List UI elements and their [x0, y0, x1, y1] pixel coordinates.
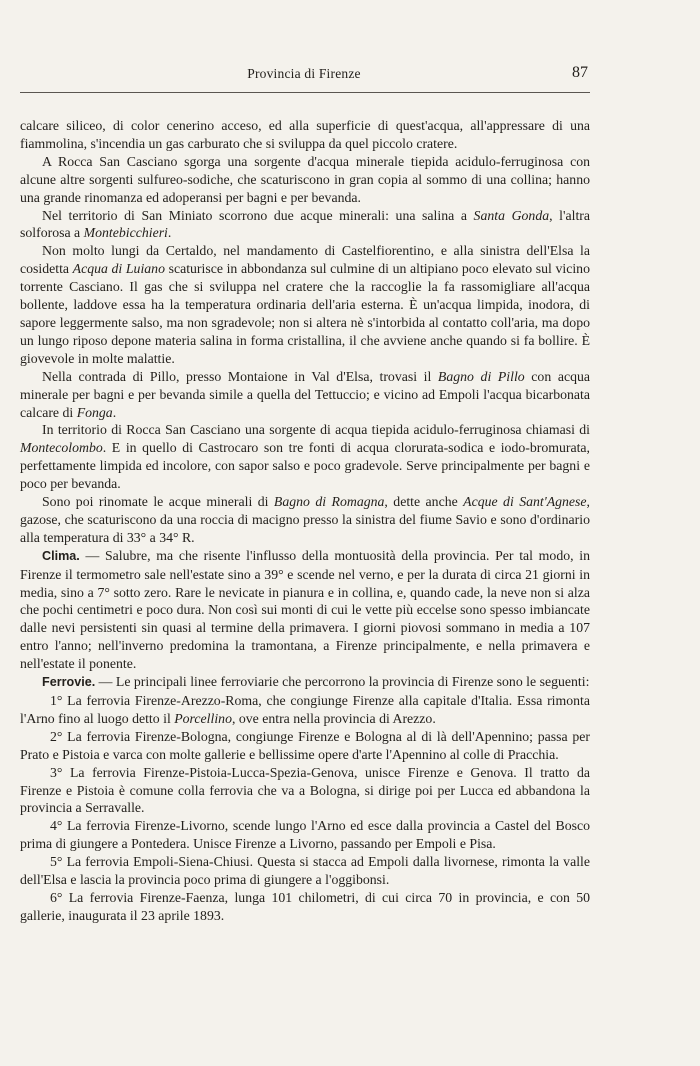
- place-name: Montecolombo: [20, 440, 103, 456]
- paragraph: Nel territorio di San Miniato scorrono due acque minerali: una salina a Santa Gonda, l'altra solforosa a Montebicchieri.: [20, 207, 590, 241]
- place-name: Santa Gonda: [473, 207, 550, 223]
- place-name: Porcellino: [174, 710, 232, 726]
- railway-item: 1° La ferrovia Firenze-Arezzo-Roma, che congiunge Firenze alla capitale d'Italia. Essa rimonta l'Arno fino al luogo detto il Porcellino, ove entra nella provincia di Arezzo.: [20, 693, 590, 726]
- railway-item: 2° La ferrovia Firenze-Bologna, congiunge Firenze e Bologna al di là dell'Apennino; passa per Prato e Pistoia e varca con molte gallerie e bellissime opere d'arte l'Apennino al colle di Pracchia.: [20, 728, 590, 762]
- railway-item: 5° La ferrovia Empoli-Siena-Chiusi. Questa si stacca ad Empoli dalla livornese, rimonta la valle dell'Elsa e lascia la provincia poco prima di giungere a l'oggibonsi.: [20, 854, 590, 888]
- body-text: [20, 117, 590, 925]
- railway-item: 3° La ferrovia Firenze-Pistoia-Lucca-Spezia-Genova, unisce Firenze e Genova. Il tratto da Firenze e Pistoia è comune colla ferrovia che va a Bologna, si dirige poi per Lucca ed abbandona la provincia a Serravalle.: [20, 764, 590, 816]
- page-number: 87: [572, 64, 588, 81]
- place-name: Fonga: [76, 404, 113, 420]
- header-rule: [20, 92, 590, 93]
- place-name: Acque di Sant'Agnese: [463, 494, 587, 510]
- paragraph-clima: Clima. — Salubre, ma che risente l'influsso della montuosità della provincia. Per tal modo, in Firenze il termometro sale nell'estate sino a 39° e scende nel verno, e per la durata di circa 21 giorni in media, sino a 7° sotto zero. Rare le nevicate in pianura e in collina, e, quando cade, la neve non si alza che pochi centimetri e poco dura. Non così sui monti di cui le vette più eccelse sono spesso imbiancate dalle nevi persistenti sin quasi al termine della primavera. I giorni piovosi sommano in media a 107 entro l'anno; nell'inverno predomina la tramontana, a Firenze principalmente, e nella primavera e nell'estate il ponente.: [20, 547, 590, 672]
- railway-item: 6° La ferrovia Firenze-Faenza, lunga 101 chilometri, di cui circa 70 in provincia, e con 50 gallerie, inaugurata il 23 aprile 1893.: [20, 889, 590, 923]
- paragraph: Non molto lungi da Certaldo, nel mandamento di Castelfiorentino, e alla sinistra dell'Elsa la cosidetta Acqua di Luiano scaturisce in abbondanza sul culmine di un altipiano poco elevato sul vicino torrente Casciano. Il gas che si sviluppa nel cratere che la raccoglie la fa rassomigliare all'acqua bollente, laddove essa ha la temperatura ordinaria dell'aria esterna. È un'acqua limpida, inodora, di sapore leggermente salso, ma non sgradevole; non si altera nè s'intorbida al contatto coll'aria, ma dopo un lungo riposo depone materia salina in forma cristallina, il che avviene anche quando si fa bollire. È giovevole in molte malattie.: [20, 243, 590, 366]
- place-name: Bagno di Romagna: [273, 494, 385, 510]
- paragraph: A Rocca San Casciano sgorga una sorgente d'acqua minerale tiepida acidulo-ferruginosa con alcune altre sorgenti sulfureo-sodiche, che scaturiscono in gran copia al sommo di una collina; hanno una grande rinomanza ed adoperansi per bagni e per bevanda.: [20, 153, 590, 205]
- place-name: Acqua di Luiano: [72, 261, 165, 277]
- running-title: Provincia di Firenze: [247, 66, 361, 81]
- paragraph-ferrovie: Ferrovie. — Le principali linee ferroviarie che percorrono la provincia di Firenze sono le seguenti:: [42, 674, 590, 690]
- running-head: [20, 62, 588, 88]
- paragraph: Nella contrada di Pillo, presso Montaione in Val d'Elsa, trovasi il Bagno di Pillo con acqua minerale per bagni e per bevanda simile a quella del Tettuccio; e vicino ad Empoli l'acqua bicarbonata calcare di Fonga.: [20, 368, 590, 420]
- paragraph: In territorio di Rocca San Casciano una sorgente di acqua tiepida acidulo-ferruginosa chiamasi di Montecolombo. E in quello di Castrocaro son tre fonti di acqua clorurata-sodica e iodo-bromurata, perfettamente limpida ed incolore, con sapor salso e poco gradevole. Serve principalmente per bagni e poco per bevanda.: [20, 422, 590, 492]
- place-name: Montebicchieri: [83, 225, 168, 241]
- paragraph: Sono poi rinomate le acque minerali di Bagno di Romagna, dette anche Acque di Sant'Agnese, gazose, che scaturiscono da una roccia di macigno presso la sinistra del fiume Savio e sono d'ordinario alla temperatura di 33° a 34° R.: [20, 494, 590, 545]
- place-name: Bagno di Pillo: [437, 368, 525, 384]
- section-lead-ferrovie: Ferrovie.: [42, 675, 96, 690]
- paragraph: calcare siliceo, di color cenerino acceso, ed alla superficie di quest'acqua, all'appressare di una fiammolina, s'incendia un gas carburato che si sviluppa da quel piccolo cratere.: [20, 118, 590, 151]
- section-lead-clima: Clima.: [42, 548, 80, 563]
- railway-item: 4° La ferrovia Firenze-Livorno, scende lungo l'Arno ed esce dalla provincia a Castel del Bosco prima di giungere a Pontedera. Unisce Firenze a Livorno, passando per Empoli e Pisa.: [20, 818, 590, 852]
